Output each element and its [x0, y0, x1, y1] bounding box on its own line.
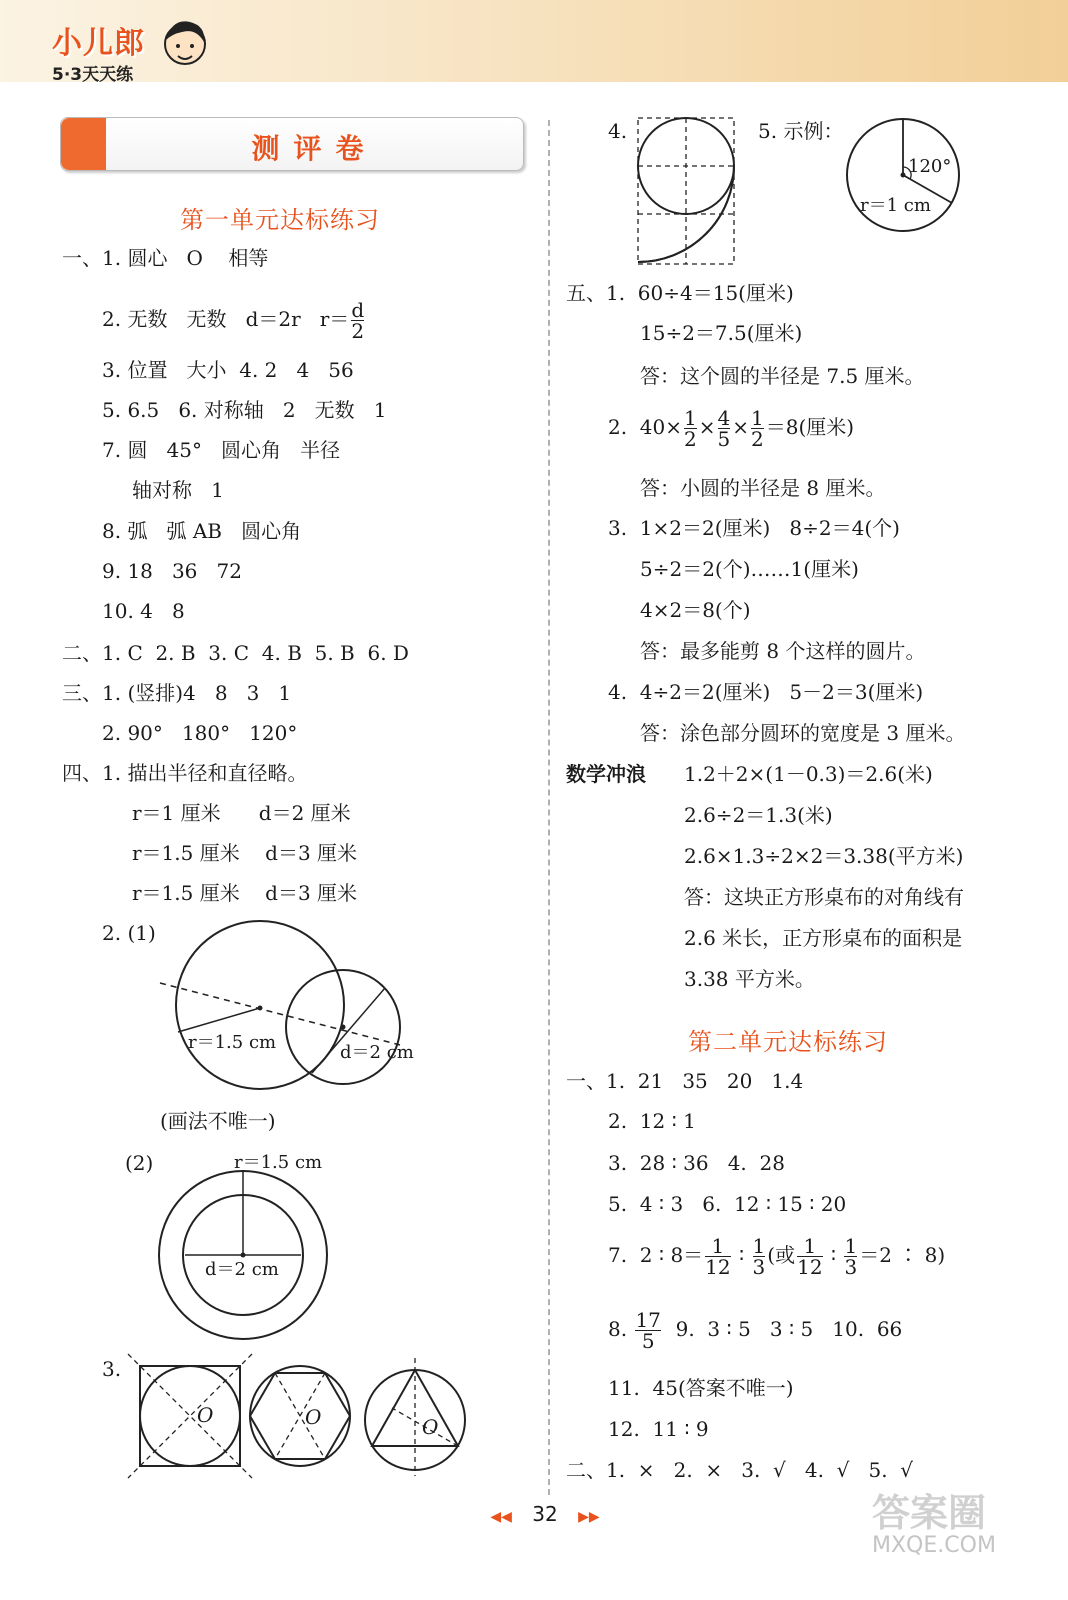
- answer-line: 轴对称 1: [132, 478, 224, 502]
- banner-title: 测评卷: [251, 132, 378, 165]
- answer-line: 2.6÷2＝1.3(米): [684, 803, 833, 827]
- answer-line: 答：最多能剪 8 个这样的圆片。: [640, 639, 926, 663]
- answer-line: 2. (1): [102, 921, 156, 945]
- watermark-text: 答案圈: [872, 1491, 987, 1535]
- answer-line: 三、1. (竖排)4 8 3 1: [62, 681, 292, 705]
- answer-line: 5. 4 ∶ 3 6. 12 ∶ 15 ∶ 20: [608, 1192, 847, 1216]
- answer-line: 12. 11 ∶ 9: [608, 1417, 709, 1441]
- answer-line: 2.6×1.3÷2×2＝3.38(平方米): [684, 844, 964, 868]
- answer-line: 3. 位置 大小 4. 2 4 56: [102, 358, 354, 382]
- answer-line: 2. 12 ∶ 1: [608, 1109, 696, 1133]
- fig1-diameter-label: d＝2 cm: [340, 1042, 414, 1063]
- answer-line: 2. 90° 180° 120°: [102, 721, 298, 745]
- watermark-url: MXQE.COM: [872, 1533, 996, 1558]
- answer-line: (2): [125, 1151, 154, 1175]
- answer-line: 10. 4 8: [102, 599, 185, 623]
- answer-line: 15÷2＝7.5(厘米): [640, 321, 803, 345]
- answer-line: 7. 圆 45° 圆心角 半径: [102, 438, 341, 462]
- answer-line: 五、1. 60÷4＝15(厘米): [566, 281, 794, 305]
- center-label: O: [305, 1405, 322, 1429]
- section-title-unit2: 第二单元达标练习: [688, 1028, 888, 1056]
- next-arrows-icon: ▶▶: [578, 1509, 600, 1525]
- prev-arrows-icon: ◀◀: [490, 1509, 512, 1525]
- title-banner: [60, 117, 524, 171]
- answer-line: 一、1. 21 35 20 1.4: [566, 1069, 804, 1093]
- answer-line: 11. 45(答案不唯一): [608, 1376, 794, 1400]
- answer-line: 四、1. 描出半径和直径略。: [62, 761, 308, 785]
- math-surf-label: 数学冲浪: [566, 762, 646, 786]
- answer-line: 4.: [608, 119, 628, 143]
- answer-line: 3. 28 ∶ 36 4. 28: [608, 1151, 785, 1175]
- mascot-icon: [160, 12, 210, 82]
- hexagon-circle-figure: [248, 1364, 352, 1468]
- fig2-diameter-label: d＝2 cm: [205, 1259, 279, 1280]
- answer-line: 1.2＋2×(1－0.3)＝2.6(米): [684, 762, 933, 786]
- answer-line: 二、1. × 2. × 3. √ 4. √ 5. √: [566, 1458, 914, 1482]
- watermark: [872, 1482, 996, 1558]
- answer-line: 7. 2 ∶ 8＝ $\frac{1}{12}$ ∶ $\frac{1}{3}$ (或 $\frac{1}{12}$ ∶ $\frac{1}{3}$ ＝2 ∶ 8): [608, 1234, 946, 1279]
- section-title-unit1: 第一单元达标练习: [180, 206, 380, 234]
- answer-line: 答：这个圆的半径是 7.5 厘米。: [640, 364, 925, 388]
- answer-line: (画法不唯一): [160, 1109, 276, 1133]
- grid-arc-figure: [636, 116, 736, 266]
- answer-line: 4×2＝8(个): [640, 598, 751, 622]
- answer-line: 5÷2＝2(个)……1(厘米): [640, 557, 859, 581]
- answer-line: 答：这块正方形桌布的对角线有: [684, 885, 964, 909]
- answer-line: 8. $\frac{17}{5}$ 9. 3 ∶ 5 3 ∶ 5 10. 66: [608, 1308, 903, 1353]
- logo-sub: 5·3天天练: [52, 65, 134, 85]
- column-divider: [548, 120, 550, 1495]
- answer-line: 4. 4÷2＝2(厘米) 5－2＝3(厘米): [608, 680, 924, 704]
- answer-line: 二、1. C 2. B 3. C 4. B 5. B 6. D: [62, 641, 409, 665]
- radius-label: r＝1 cm: [860, 195, 931, 216]
- answer-line: r＝1 厘米 d＝2 厘米: [132, 801, 351, 825]
- answer-line: 3.38 平方米。: [684, 967, 815, 991]
- answer-line: r＝1.5 厘米 d＝3 厘米: [132, 881, 358, 905]
- center-label: O: [422, 1415, 439, 1439]
- answer-line: r＝1.5 厘米 d＝3 厘米: [132, 841, 358, 865]
- square-circle-figure: [128, 1358, 250, 1480]
- answer-line: 一、1. 圆心 O 相等: [62, 246, 269, 270]
- angle-label: 120°: [908, 156, 952, 177]
- triangle-circle-figure: [362, 1362, 472, 1472]
- answer-line: 3. 1×2＝2(厘米) 8÷2＝4(个): [608, 516, 900, 540]
- answer-line: 答：涂色部分圆环的宽度是 3 厘米。: [640, 721, 966, 745]
- fig2-radius-label: r＝1.5 cm: [234, 1152, 323, 1173]
- answer-line: 5. 示例：: [758, 119, 844, 143]
- banner-tab: [61, 118, 106, 170]
- two-circles-figure: [150, 920, 440, 1100]
- logo-main: 小儿郎: [52, 26, 145, 61]
- answer-line: 答：小圆的半径是 8 厘米。: [640, 476, 886, 500]
- page-number: 32: [532, 1502, 558, 1526]
- center-label: O: [197, 1403, 214, 1427]
- answer-line: 9. 18 36 72: [102, 559, 242, 583]
- answer-line: 2. 40× $\frac{1}{2}$ × $\frac{4}{5}$ × $\frac{1}{2}$ ＝8(厘米): [608, 406, 855, 451]
- answer-line: 8. 弧 弧 AB 圆心角: [102, 519, 302, 543]
- logo: [52, 18, 145, 85]
- answer-line: 3.: [102, 1357, 122, 1381]
- answer-line: 2. 无数 无数 d＝2r r＝ $\frac{d}{2}$: [102, 298, 365, 343]
- answer-line: 2.6 米长，正方形桌布的面积是: [684, 926, 963, 950]
- answer-line: 5. 6.5 6. 对称轴 2 无数 1: [102, 398, 387, 422]
- fig1-radius-label: r＝1.5 cm: [188, 1032, 277, 1053]
- page-number-area: [470, 1502, 620, 1526]
